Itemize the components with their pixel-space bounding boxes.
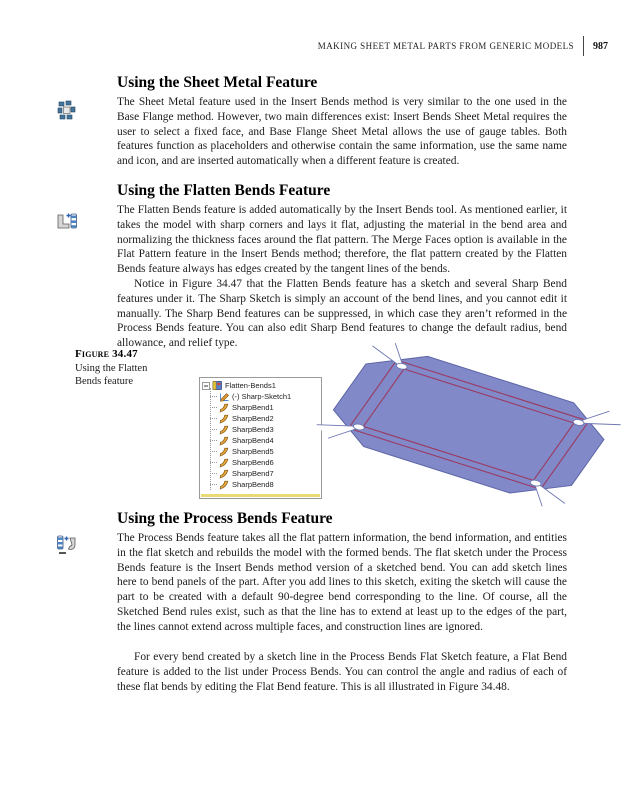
tree-item-label: SharpBend5 bbox=[232, 447, 274, 456]
paragraph: For every bend created by a sketch line in the Process Bends Flat Sketch feature, a Flat Bend feature is added to the list under Process Bends. You can control the angle and radius of each of these flat bends by editing the Flat Bend feature. This is all illustrated in Figure 34.48. bbox=[117, 651, 567, 693]
figure-caption-line: Using the Flatten bbox=[75, 363, 148, 374]
tree-item bbox=[210, 479, 321, 490]
section-heading-sheet-metal: Using the Sheet Metal Feature bbox=[117, 74, 318, 91]
flat-pattern-model bbox=[316, 342, 636, 514]
section-heading-flatten-bends: Using the Flatten Bends Feature bbox=[117, 182, 331, 199]
tree-connector bbox=[210, 473, 217, 474]
tree-connector bbox=[210, 429, 217, 430]
tree-item-icon bbox=[219, 402, 230, 413]
page-number: 987 bbox=[593, 40, 608, 52]
flatten-bends-node-icon bbox=[212, 380, 223, 391]
tree-connector bbox=[210, 396, 217, 397]
paragraph: Notice in Figure 34.47 that the Flatten Bends feature has a sketch and several Sharp Bend features under it. The Sharp Sketch is simply an account of the bend lines, and you cannot edit it manually. The Sharp Bend features can be suppressed, in which case they aren’t reformed in the Process Bends feature. You can also edit Sharp Bend features to change the default radius, bend allowance, and relief type. bbox=[117, 278, 567, 350]
tree-item-label: SharpBend7 bbox=[232, 469, 274, 478]
tree-item-label: SharpBend4 bbox=[232, 436, 274, 445]
tree-item-icon bbox=[219, 446, 230, 457]
tree-item-icon bbox=[219, 479, 230, 490]
tree-item-label: SharpBend6 bbox=[232, 458, 274, 467]
tree-item bbox=[210, 468, 321, 479]
figure-caption bbox=[75, 362, 185, 388]
tree-item-root bbox=[202, 380, 321, 391]
tree-item-icon bbox=[219, 413, 230, 424]
tree-item bbox=[210, 402, 321, 413]
tree-item bbox=[210, 391, 321, 402]
tree-item-label: SharpBend1 bbox=[232, 403, 274, 412]
tree-highlight-strip bbox=[201, 494, 320, 497]
tree-item bbox=[210, 413, 321, 424]
tree-connector bbox=[210, 407, 217, 408]
tree-connector bbox=[210, 484, 217, 485]
tree-collapse-icon bbox=[202, 382, 210, 390]
tree-item bbox=[210, 424, 321, 435]
running-header bbox=[318, 36, 608, 56]
tree-children bbox=[200, 391, 321, 490]
paragraph: The Process Bends feature takes all the flat pattern information, the bend information, and entities in the flat sketch and rebuilds the model with the formed bends. The flat sketch under the Process Bends feature is the Insert Bends method version of a sketched bend. You can add sketch lines here to bend panels of the part. After you add lines to this sketch, exiting the sketch will cause the part to be created with a default 90-degree bend corresponding to the line. Of course, all the Sketched Bend rules exist, such as that the line has to extend at least up to the edges of the part, the lines cannot extend across multiple faces, and construction lines are ignored. bbox=[117, 532, 567, 633]
tree-item-label: Flatten-Bends1 bbox=[225, 381, 276, 390]
tree-connector bbox=[210, 462, 217, 463]
tree-connector bbox=[210, 440, 217, 441]
paragraph: The Flatten Bends feature is added automatically by the Insert Bends tool. As mentioned earlier, it takes the model with sharp corners and lays it flat, adjusting the material in the bend area and normalizing the thickness faces around the flat pattern. The Merge Faces option is available in the Flat Pattern feature in the Insert Bends method; therefore, the flat pattern created by the Flatten Bends feature always has edges created by the tangent lines of the bends. bbox=[117, 204, 567, 276]
running-header-title: MAKING SHEET METAL PARTS FROM GENERIC MODELS bbox=[317, 41, 574, 51]
tree-item-icon bbox=[219, 424, 230, 435]
tree-item-icon bbox=[219, 468, 230, 479]
figure-label: Figure 34.47 bbox=[75, 348, 138, 360]
tree-connector bbox=[210, 451, 217, 452]
tree-item-icon bbox=[219, 391, 230, 402]
section-heading-process-bends: Using the Process Bends Feature bbox=[117, 510, 333, 527]
flatten-bends-feature-icon bbox=[56, 210, 78, 234]
tree-item-icon bbox=[219, 435, 230, 446]
tree-item-label: SharpBend3 bbox=[232, 425, 274, 434]
tree-item-icon bbox=[219, 457, 230, 468]
tree-item-label: (-) Sharp-Sketch1 bbox=[232, 392, 292, 401]
figure-caption-line: Bends feature bbox=[75, 376, 134, 387]
sheet-metal-feature-icon bbox=[56, 99, 78, 123]
tree-item-label: SharpBend2 bbox=[232, 414, 274, 423]
tree-item bbox=[210, 446, 321, 457]
process-bends-feature-icon bbox=[56, 533, 78, 557]
tree-item bbox=[210, 457, 321, 468]
tree-connector bbox=[210, 418, 217, 419]
paragraph: The Sheet Metal feature used in the Insert Bends method is very similar to the one used in the Base Flange method. However, two main differences exist: Insert Bends Sheet Metal requires the user to select a fixed face, and Base Flange Sheet Metal allows the use of gauge tables. Both features function as placeholders and otherwise contain the same information, use the same name and icon, and are inserted automatically when a different feature is created. bbox=[117, 96, 567, 168]
header-divider bbox=[583, 36, 584, 56]
tree-item-label: SharpBend8 bbox=[232, 480, 274, 489]
feature-tree-panel bbox=[199, 377, 322, 499]
tree-item bbox=[210, 435, 321, 446]
